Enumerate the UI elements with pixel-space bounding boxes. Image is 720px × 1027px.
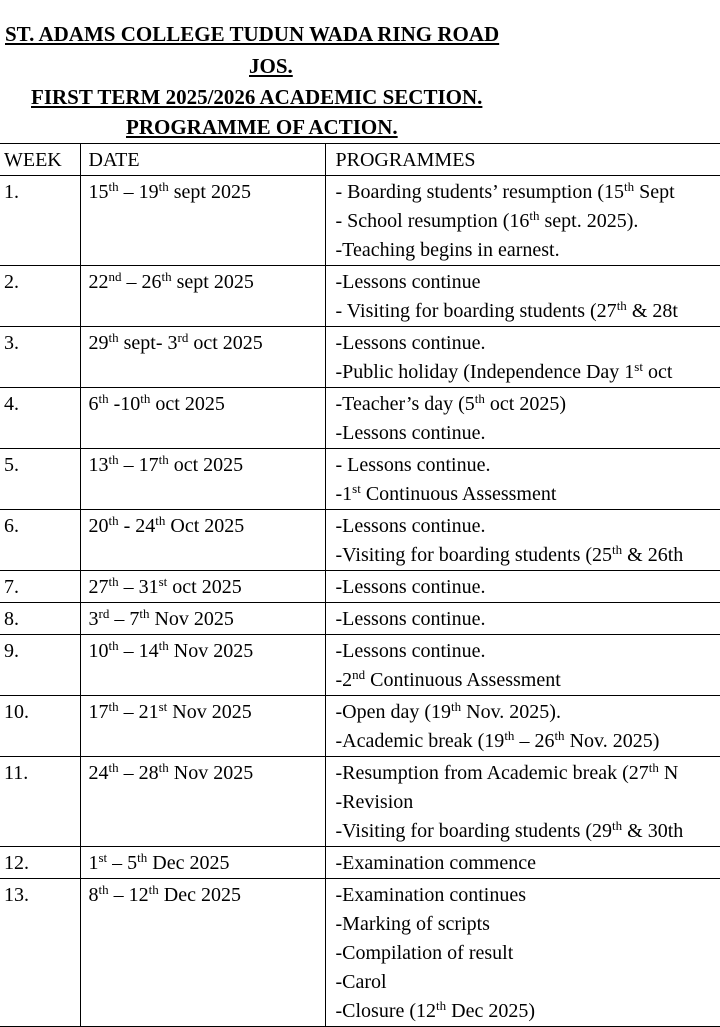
programmes-cell <box>325 510 720 571</box>
date-cell: 6th -10th oct 2025 <box>80 388 325 449</box>
date-cell: 22nd – 26th sept 2025 <box>80 266 325 327</box>
date-cell: 8th – 12th Dec 2025 <box>80 879 325 1027</box>
week-cell: 9. <box>0 635 80 696</box>
programme-item: -2nd Continuous Assessment <box>336 666 720 695</box>
date-cell: 27th – 31st oct 2025 <box>80 571 325 603</box>
programme-item: -Visiting for boarding students (29th & 30th <box>336 817 720 846</box>
week-cell: 4. <box>0 388 80 449</box>
date-cell: 15th – 19th sept 2025 <box>80 176 325 266</box>
week-cell: 7. <box>0 571 80 603</box>
table-row <box>0 449 720 510</box>
programme-item: -Lessons continue <box>336 268 720 297</box>
programme-item: -Lessons continue. <box>336 637 720 666</box>
programmes-cell <box>325 603 720 635</box>
programme-item: -Examination commence <box>336 849 720 878</box>
table-row <box>0 510 720 571</box>
programme-item: - Boarding students’ resumption (15th Sept <box>336 178 720 207</box>
programmes-cell <box>325 266 720 327</box>
table-header-row <box>0 144 720 176</box>
week-cell: 5. <box>0 449 80 510</box>
table-row <box>0 327 720 388</box>
term-heading: FIRST TERM 2025/2026 ACADEMIC SECTION. <box>31 85 482 109</box>
programme-item: - Visiting for boarding students (27th & 28t <box>336 297 720 326</box>
column-header-date: DATE <box>80 144 325 176</box>
programmes-cell <box>325 696 720 757</box>
week-cell: 12. <box>0 847 80 879</box>
programme-item: -Revision <box>336 788 720 817</box>
programme-item: -Marking of scripts <box>336 910 720 939</box>
programme-item: -Examination continues <box>336 881 720 910</box>
programme-item: -Lessons continue. <box>336 605 720 634</box>
date-cell: 17th – 21st Nov 2025 <box>80 696 325 757</box>
programme-item: - Lessons continue. <box>336 451 720 480</box>
column-header-programmes: PROGRAMMES <box>325 144 720 176</box>
programme-item: -Open day (19th Nov. 2025). <box>336 698 720 727</box>
table-row <box>0 757 720 847</box>
date-cell: 20th - 24th Oct 2025 <box>80 510 325 571</box>
week-cell: 6. <box>0 510 80 571</box>
week-cell: 3. <box>0 327 80 388</box>
table-row <box>0 696 720 757</box>
programme-item: -Closure (12th Dec 2025) <box>336 997 720 1026</box>
table-row <box>0 603 720 635</box>
programmes-cell <box>325 571 720 603</box>
week-cell: 1. <box>0 176 80 266</box>
programmes-cell <box>325 847 720 879</box>
programme-item: -Academic break (19th – 26th Nov. 2025) <box>336 727 720 756</box>
programme-item: -Visiting for boarding students (25th & 26th <box>336 541 720 570</box>
programme-item: -Public holiday (Independence Day 1st oct <box>336 358 720 387</box>
programmes-cell <box>325 327 720 388</box>
table-row <box>0 571 720 603</box>
table-row <box>0 266 720 327</box>
date-cell: 13th – 17th oct 2025 <box>80 449 325 510</box>
table-row <box>0 847 720 879</box>
school-name-heading: ST. ADAMS COLLEGE TUDUN WADA RING ROAD <box>5 22 499 46</box>
table-row <box>0 176 720 266</box>
programmes-cell <box>325 449 720 510</box>
programmes-cell <box>325 879 720 1027</box>
programme-item: -Lessons continue. <box>336 419 720 448</box>
programme-item: -Lessons continue. <box>336 573 720 602</box>
date-cell: 3rd – 7th Nov 2025 <box>80 603 325 635</box>
programme-heading: PROGRAMME OF ACTION. <box>126 115 398 139</box>
table-row <box>0 879 720 1027</box>
date-cell: 29th sept- 3rd oct 2025 <box>80 327 325 388</box>
programmes-cell <box>325 176 720 266</box>
city-heading: JOS. <box>249 54 293 78</box>
programme-item: -Lessons continue. <box>336 329 720 358</box>
week-cell: 11. <box>0 757 80 847</box>
week-cell: 2. <box>0 266 80 327</box>
programme-item: -Compilation of result <box>336 939 720 968</box>
programmes-cell <box>325 757 720 847</box>
week-cell: 8. <box>0 603 80 635</box>
programme-item: -Lessons continue. <box>336 512 720 541</box>
programmes-cell <box>325 388 720 449</box>
date-cell: 10th – 14th Nov 2025 <box>80 635 325 696</box>
programme-item: -Teacher’s day (5th oct 2025) <box>336 390 720 419</box>
programme-item: -Teaching begins in earnest. <box>336 236 720 265</box>
table-row <box>0 388 720 449</box>
programme-item: - School resumption (16th sept. 2025). <box>336 207 720 236</box>
table-row <box>0 635 720 696</box>
programme-item: -Resumption from Academic break (27th N <box>336 759 720 788</box>
week-cell: 10. <box>0 696 80 757</box>
date-cell: 24th – 28th Nov 2025 <box>80 757 325 847</box>
programme-item: -1st Continuous Assessment <box>336 480 720 509</box>
programme-table <box>0 143 720 1027</box>
programme-item: -Carol <box>336 968 720 997</box>
programmes-cell <box>325 635 720 696</box>
week-cell: 13. <box>0 879 80 1027</box>
date-cell: 1st – 5th Dec 2025 <box>80 847 325 879</box>
column-header-week: WEEK <box>0 144 80 176</box>
